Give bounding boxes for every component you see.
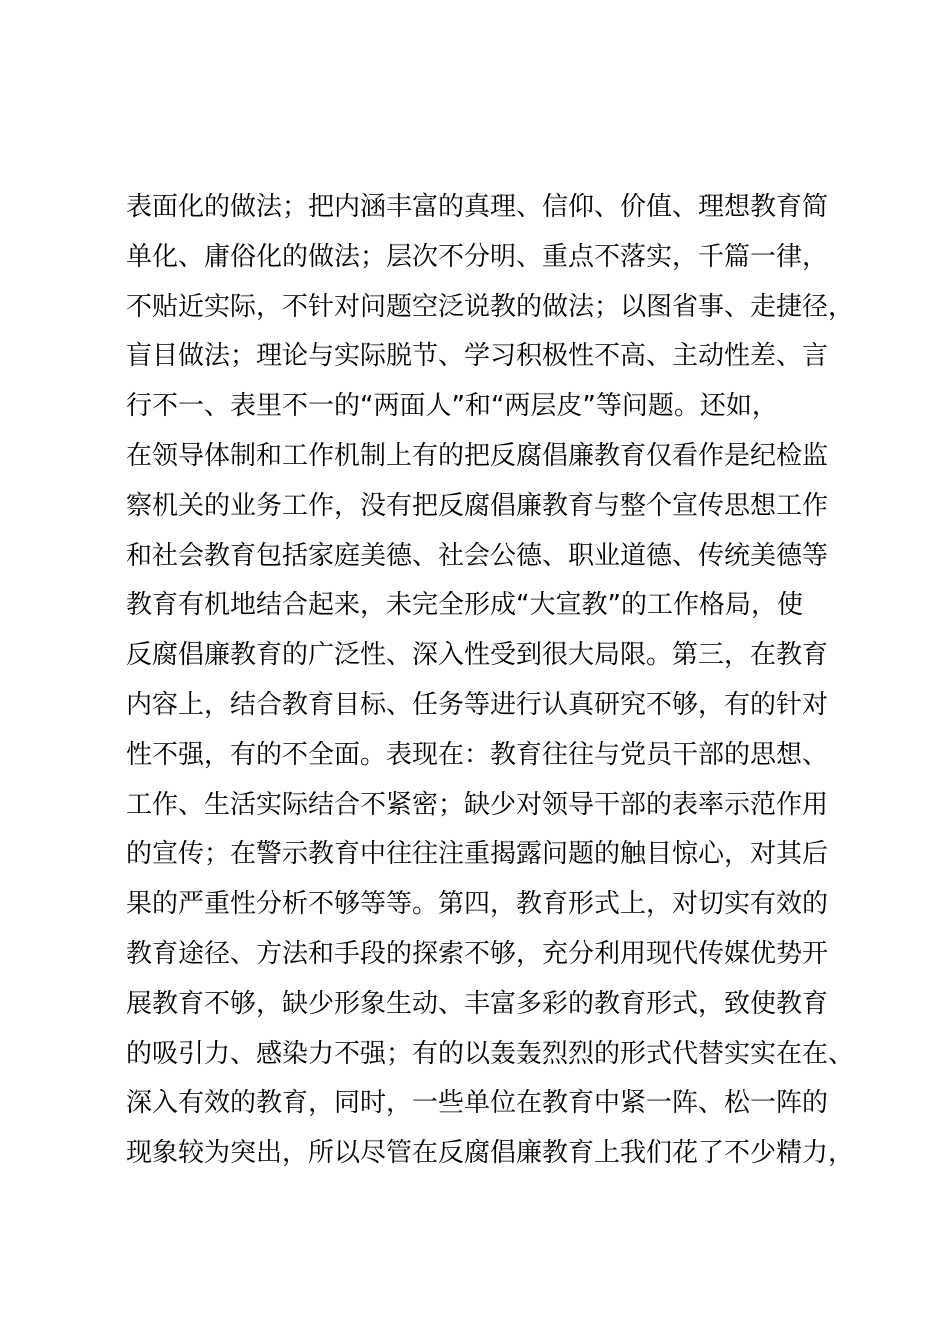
text-line: 察机关的业务工作，没有把反腐倡廉教育与整个宣传思想工作: [126, 490, 829, 521]
text-line: 盲目做法；理论与实际脱节、学习积极性不高、主动性差、言: [126, 341, 829, 372]
text-line: 反腐倡廉教育的广泛性、深入性受到很大局限。第三，在教育: [126, 640, 829, 671]
text-line: 工作、生活实际结合不紧密；缺少对领导干部的表率示范作用: [126, 789, 829, 820]
text-line: 的吸引力、感染力不强；有的以轰轰烈烈的形式代替实实在在、: [126, 1038, 855, 1069]
text-line: 展教育不够，缺少形象生动、丰富多彩的教育形式，致使教育: [126, 988, 829, 1019]
text-line: 的宣传；在警示教育中往往注重揭露问题的触目惊心，对其后: [126, 839, 829, 870]
text-line: 单化、庸俗化的做法；层次不分明、重点不落实，千篇一律，: [126, 241, 829, 272]
text-line: 在领导体制和工作机制上有的把反腐倡廉教育仅看作是纪检监: [126, 440, 829, 471]
body-paragraph: [126, 183, 866, 1179]
text-line: 不贴近实际，不针对问题空泛说教的做法；以图省事、走捷径，: [126, 291, 855, 322]
text-line: 深入有效的教育，同时，一些单位在教育中紧一阵、松一阵的: [126, 1088, 829, 1119]
text-line: 行不一、表里不一的“两面人”和“两层皮”等问题。还如，: [126, 391, 778, 422]
text-line: 教育途径、方法和手段的探索不够，充分利用现代传媒优势开: [126, 938, 829, 969]
text-line: 内容上，结合教育目标、任务等进行认真研究不够，有的针对: [126, 689, 829, 720]
text-line: 教育有机地结合起来，未完全形成“大宣教”的工作格局，使: [126, 590, 803, 621]
text-line: 果的严重性分析不够等等。第四，教育形式上，对切实有效的: [126, 889, 829, 920]
text-line: 表面化的做法；把内涵丰富的真理、信仰、价值、理想教育简: [126, 192, 829, 222]
text-line: 现象较为突出，所以尽管在反腐倡廉教育上我们花了不少精力，: [126, 1138, 855, 1169]
text-line: 性不强，有的不全面。表现在：教育往往与党员干部的思想、: [126, 739, 829, 770]
text-line: 和社会教育包括家庭美德、社会公德、职业道德、传统美德等: [126, 540, 829, 571]
